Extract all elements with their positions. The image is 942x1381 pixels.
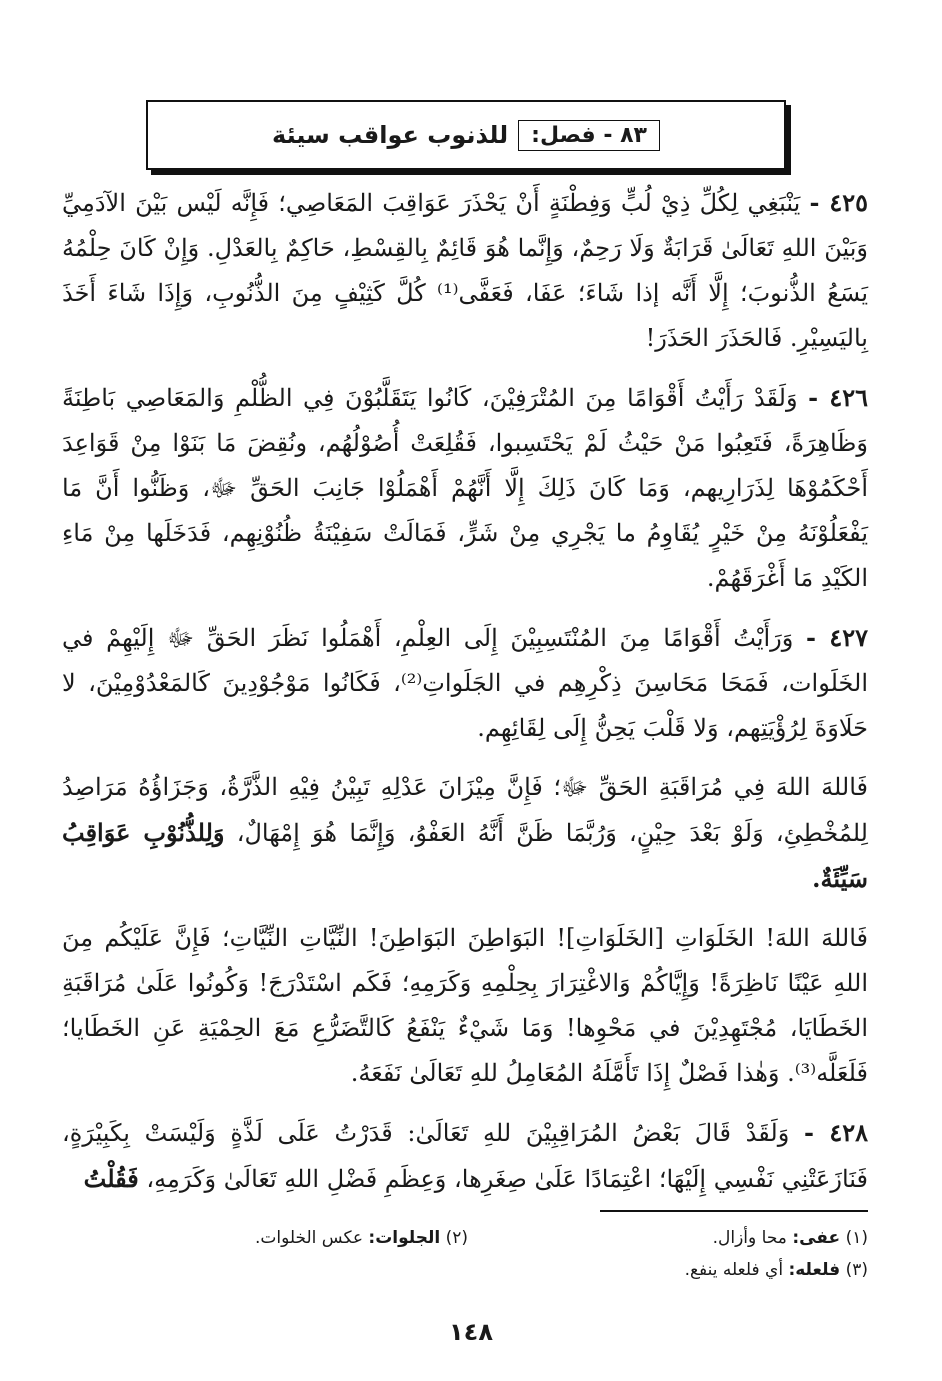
paragraph-number: ٤٢٨ - [803,1118,869,1147]
chapter-title: للذنوب عواقب سيئة [272,121,509,149]
footnote-term: عفى: [792,1228,841,1248]
footnote-1 [468,1222,868,1254]
footnote-marker: (٢) [445,1228,468,1248]
footnote-text: عكس الخلوات. [254,1228,363,1248]
paragraph-427 [62,615,868,751]
paragraph-text: وَرَأَيْتُ أَقْوَامًا مِنَ المُنْتَسِبِيْنَ إِلَى العِلْمِ، أَهْمَلُوا نَظَرَ الحَقِّ ﷻ إِلَيْهِمْ في الخَلَوات، فَمَحَا مَحَاسِنَ ذِكْرِهِم في الجَلَواتِ⁽²⁾، فَكَانُوا مَوْجُوْدِينَ كَالمَعْدُوْمِيْنَ، لا حَلَاوَةَ لِرُؤْيَتِهم، وَلا قَلْبَ يَحِنُّ إِلَى لِقَائِهِم. [62,624,869,742]
paragraph-425 [62,180,868,361]
footnote-text: محا وأزال. [712,1228,787,1248]
paragraph-text: يَنْبَغِي لِكُلِّ ذِيْ لُبٍّ وَفِطْنَةٍ أَنْ يَحْذَرَ عَوَاقِبَ المَعَاصِي؛ فَإِنَّه لَيْس بَيْنَ الآدَمِيِّ وَبَيْنَ اللهِ تَعَالَىٰ قَرَابَةٌ وَلَا رَحِمٌ، وَإِنَّما هُوَ قَائِمٌ بِالقِسْطِ، حَاكِمٌ بِالعَدْلِ. وَإِنْ كَانَ حِلْمُهُ يَسَعُ الذُّنوبَ؛ إِلَّا أَنَّه إذا شَاءَ؛ عَفَا، فَعَفَّى⁽¹⁾ كُلَّ كَثِيْفٍ مِنَ الذُّنُوبِ، وَإِذَا شَاءَ أَخَذَ بِاليَسِيْرِ. فَالحَذَرَ الحَذَرَ! [62,189,869,352]
paragraph-426 [62,375,868,601]
paragraph-number: ٤٢٥ - [809,188,868,217]
paragraph-text: فَاللهَ اللهَ! الخَلَوَاتِ [الخَلَوَاتِ]! البَوَاطِنَ البَوَاطِنَ! النِّيَّاتِ النِّيَّاتِ؛ فَإِنَّ عَلَيْكُم مِنَ اللهِ عَيْنًا نَاظِرَةً! وَإِيَّاكُمْ وَالاغْتِرَارَ بِحِلْمِهِ وَكَرَمِهِ؛ فَكَم اسْتَدْرَجَ! وَكُونُوا عَلَىٰ مُرَاقَبَةِ الخَطَايَا، مُجْتَهِدِيْنَ في مَحْوِها! وَمَا شَيْءٌ يَنْفَعُ كَالتَّضَرُّعِ مَعَ الحِمْيَةِ عَنِ الخَطَايا؛ فَلَعَلَّه⁽³⁾. وَهٰذا فَصْلٌ إِذَا تَأَمَّلَهُ المُعَامِلُ للهِ تَعَالَىٰ نَفَعَهُ. [62,924,869,1087]
paragraph-number: ٤٢٦ - [808,383,868,412]
paragraph-muraqaba [62,765,868,902]
footnote-row [62,1222,868,1254]
chapter-header [146,100,786,170]
paragraph-text: وَلَقَدْ قَالَ بَعْضُ المُرَاقِبِيْنَ للهِ تَعَالَىٰ: قَدَرْتُ عَلَى لَذَّةٍ وَلَيْسَتْ بِكَبِيْرَةٍ، فَنَازَعَتْنِي نَفْسِي إِلَيْهَا؛ اعْتِمَادًا عَلَىٰ صِغَرِها، وَعِظَمِ فَضْلِ اللهِ تَعَالَىٰ وَكَرَمِهِ، [62,1119,868,1193]
footnote-term: فلعله: [788,1260,841,1280]
paragraph-text: وَلَقَدْ رَأَيْتُ أَقْوَامًا مِنَ المُتْرَفِيْنَ، كَانُوا يَتَقَلَّبُوْنَ فِي الظُّلْمِ وَالمَعَاصِي بَاطِنَةً وَظَاهِرَةً، فَتَعِبُوا مَنْ حَيْثُ لَمْ يَحْتَسِبوا، فَقُلِعَتْ أُصُوْلُهُم، ونُقِضَ مَا بَنَوْا مِنْ قَوَاعِدَ أَحْكَمُوْهَا لِذَرَارِيهم، وَمَا كَانَ ذَلِكَ إِلَّا أَنَّهُمْ أَهْمَلُوْا جَانِبَ الحَقِّ ﷻ، وَظَنُّوا أَنَّ مَا يَفْعَلُوْنَهُ مِنْ خَيْرٍ يُقَاوِمُ ما يَجْرِي مِنْ شَرٍّ، فَمَالَتْ سَفِيْنَةُ ظُنُوْنِهِم، فَدَخَلَها مِنْ مَاءِ الكَيْدِ مَا أَغْرَقَهُمْ. [62,384,869,592]
paragraph-text: فَاللهَ اللهَ فِي مُرَاقَبَةِ الحَقِّ ﷻ؛ فَإِنَّ مِيْزَانَ عَدْلِهِ تَبِيْنُ فِيْهِ الذَّرَّةُ، وَجَزَاؤُهُ مَرَاصِدُ لِلمُخْطِئِ، وَلَوْ بَعْدَ حِيْنٍ، وَرُبَّمَا ظَنَّ أَنَّهُ العَفْوُ، وَإِنَّمَا هُوَ إِمْهَالٌ، [62,773,868,847]
main-text [62,180,868,1216]
paragraph-bold-tail: فَقُلْتُ [83,1164,139,1193]
footnote-marker: (٣) [845,1260,868,1280]
footnote-2 [68,1222,468,1254]
footnote-text: أي فلعله ينفع. [684,1260,784,1280]
paragraph-khalawat [62,916,868,1096]
footnote-marker: (١) [845,1228,868,1248]
footnote-term: الجلوات: [368,1228,441,1248]
footnotes [62,1222,868,1286]
paragraph-bold-conclusion: وَلِلذُّنُوْبِ عَوَاقِبُ سَيِّئَةٌ. [62,818,868,893]
paragraph-number: ٤٢٧ - [806,623,868,652]
footnote-row [62,1254,868,1286]
page-number: ١٤٨ [449,1318,493,1346]
paragraph-428 [62,1110,868,1202]
chapter-label: ٨٣ - فصل: [518,120,660,151]
footnote-divider [600,1210,868,1212]
footnote-3 [468,1254,868,1286]
